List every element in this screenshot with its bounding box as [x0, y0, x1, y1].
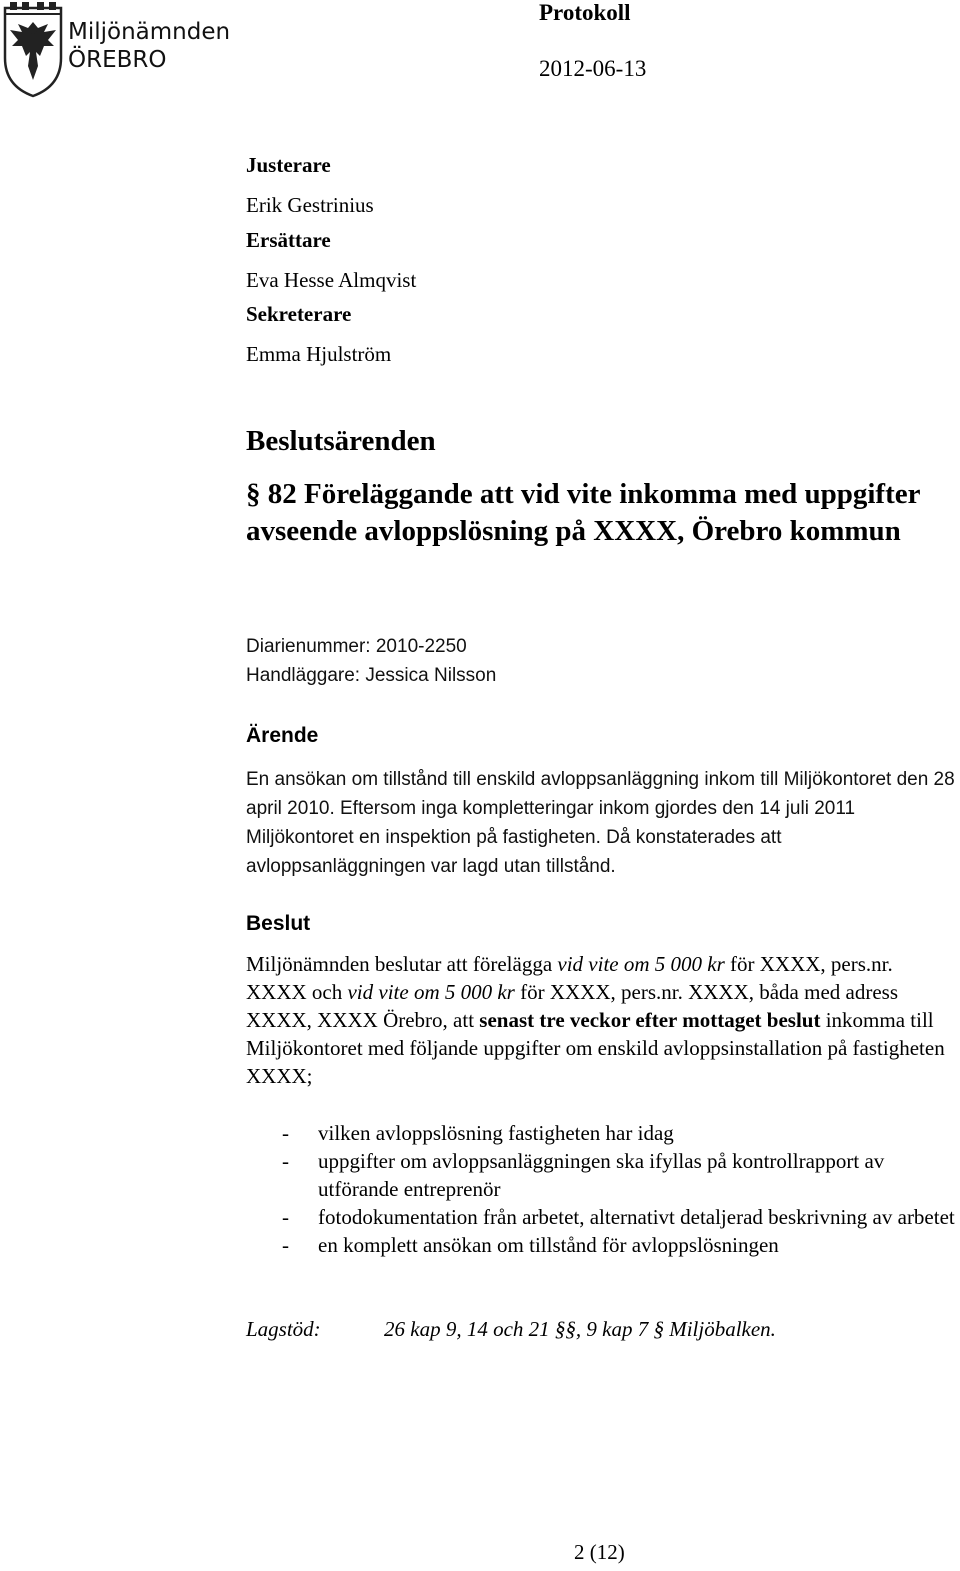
diarienummer: Diarienummer: 2010-2250 — [246, 636, 467, 657]
logo — [0, 0, 240, 100]
org-name — [68, 18, 230, 74]
list-bullet: - — [282, 1149, 289, 1173]
lagstod-value: 26 kap 9, 14 och 21 §§, 9 kap 7 § Miljöbalken. — [384, 1317, 776, 1341]
list-item-text: fotodokumentation från arbetet, alternativt detaljerad beskrivning av arbetet — [318, 1205, 955, 1229]
arende-heading: Ärende — [246, 724, 319, 747]
list-bullet: - — [282, 1233, 289, 1257]
list-item — [246, 1231, 960, 1259]
role-label-justerare: Justerare — [246, 153, 331, 177]
role-label-sekreterare: Sekreterare — [246, 302, 352, 326]
beslut-text-part1: Miljönämnden beslutar att förelägga — [246, 952, 558, 976]
list-bullet: - — [282, 1121, 289, 1145]
list-item — [246, 1119, 960, 1147]
beslut-heading: Beslut — [246, 912, 311, 935]
list-bullet: - — [282, 1205, 289, 1229]
requirements-list — [246, 1119, 960, 1259]
lagstod-label: Lagstöd: — [246, 1317, 321, 1341]
document-type: Protokoll — [539, 0, 631, 25]
beslut-vite-2: vid vite om 5 000 kr — [347, 980, 515, 1004]
case-meta — [246, 632, 496, 690]
beslut-text-part2: för XXXX, pers.nr. XXXX och — [246, 952, 893, 1004]
org-name-line2: ÖREBRO — [68, 47, 167, 73]
beslut-deadline: senast tre veckor efter mottaget beslut — [479, 1008, 821, 1032]
list-item — [246, 1203, 960, 1231]
list-item — [246, 1147, 960, 1203]
role-label-ersattare: Ersättare — [246, 228, 331, 252]
role-name-sekreterare: Emma Hjulström — [246, 342, 392, 366]
org-name-line1: Miljönämnden — [68, 19, 231, 45]
beslut-text-part3: för XXXX, pers.nr. XXXX, båda med adress XXXX, XXXX Örebro, att — [246, 980, 899, 1032]
list-item-text: en komplett ansökan om tillstånd för avloppslösningen — [318, 1233, 779, 1257]
role-name-ersattare: Eva Hesse Almqvist — [246, 268, 417, 292]
page-number: 2 (12) — [574, 1540, 625, 1564]
document-date: 2012-06-13 — [539, 56, 647, 81]
section-title: Beslutsärenden — [246, 425, 436, 457]
beslut-vite-1: vid vite om 5 000 kr — [557, 952, 725, 976]
list-item-text: uppgifter om avloppsanläggningen ska ifyllas på kontrollrapport av utförande entreprenör — [318, 1149, 885, 1201]
list-item-text: vilken avloppslösning fastigheten har idag — [318, 1121, 674, 1145]
handlaggare: Handläggare: Jessica Nilsson — [246, 665, 497, 686]
coat-of-arms-icon — [2, 0, 64, 98]
case-title: § 82 Föreläggande att vid vite inkomma med uppgifter avseende avloppslösning på XXXX, Örebro kommun — [246, 478, 920, 547]
beslut-text-part4: inkomma till Miljökontoret med följande uppgifter om enskild avloppsinstallation på fastigheten XXXX; — [246, 1008, 945, 1088]
beslut-text — [246, 950, 954, 1090]
arende-text: En ansökan om tillstånd till enskild avloppsanläggning inkom till Miljökontoret den 28 april 2010. Eftersom inga kompletteringar inkom gjordes den 14 juli 2011 Miljökontoret en inspektion på fastigheten. Då konstaterades att avloppsanläggningen var lagd utan tillstånd. — [246, 769, 955, 877]
role-name-justerare: Erik Gestrinius — [246, 193, 374, 217]
